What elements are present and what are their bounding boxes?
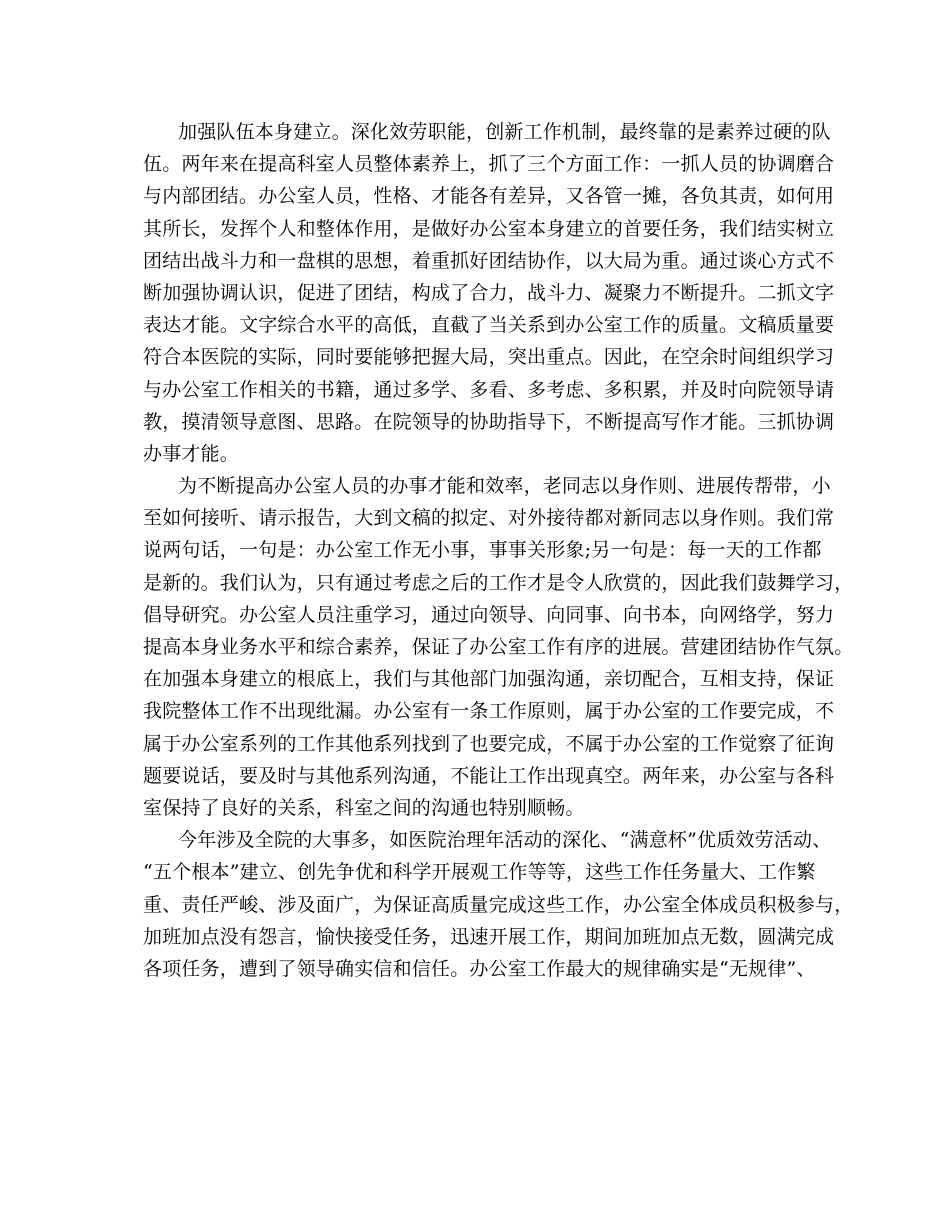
paragraph-3-line-2: “五个根本”建立、创先争优和科学开展观工作等等，这些工作任务量大、工作繁 [143,861,816,884]
paragraph-2-line-6: 提高本身业务水平和综合素养，保证了办公室工作有序的进展。营建团结协作气氛。 [143,636,854,658]
paragraph-2-line-11: 室保持了良好的关系，科室之间的沟通也特别顺畅。 [143,796,585,819]
paragraph-2-line-5: 倡导研究。办公室人员注重学习，通过向领导、向同事、向书本，向网络学，努力 [143,603,835,626]
document-body [143,116,854,985]
paragraph-2-line-9: 属于办公室系列的工作其他系列找到了也要完成，不属于办公室的工作觉察了征询 [143,732,835,755]
paragraph-1-line-9: 与办公室工作相关的书籍，通过多学、多看、多考虑、多积累，并及时向院领导请 [143,378,835,401]
paragraph-2-line-8: 我院整体工作不出现纰漏。办公室有一条工作原则，属于办公室的工作要完成，不 [143,700,835,723]
paragraph-2-line-10: 题要说话，要及时与其他系列沟通，不能让工作出现真空。两年来，办公室与各科 [143,764,835,787]
paragraph-1-line-7: 表达才能。文字综合水平的高低，直截了当关系到办公室工作的质量。文稿质量要 [143,314,835,337]
paragraph-1-line-2: 伍。两年来在提高科室人员整体素养上，抓了三个方面工作：一抓人员的协调磨合 [143,153,835,176]
paragraph-3-line-5: 各项任务，遭到了领导确实信和信任。办公室工作最大的规律确实是“无规律”、 [143,957,816,980]
paragraph-1-line-6: 断加强协调认识，促进了团结，构成了合力，战斗力、凝聚力不断提升。二抓文字 [143,281,835,304]
paragraph-2-line-7: 在加强本身建立的根底上，我们与其他部门加强沟通，亲切配合，互相支持，保证 [143,668,835,691]
paragraph-2-line-3: 说两句话，一句是：办公室工作无小事，事事关形象;另一句是：每一天的工作都 [143,539,822,562]
paragraph-1-line-11: 办事才能。 [143,442,240,465]
paragraph-3-line-1: 今年涉及全院的大事多，如医院治理年活动的深化、“满意杯”优质效劳活动、 [178,829,832,852]
paragraph-1-line-1: 加强队伍本身建立。深化效劳职能，创新工作机制，最终靠的是素养过硬的队 [178,121,831,143]
paragraph-1-line-10: 教，摸清领导意图、思路。在院领导的协助指导下，不断提高写作才能。三抓协调 [143,410,835,433]
paragraph-1-line-5: 团结出战斗力和一盘棋的思想，着重抓好团结协作，以大局为重。通过谈心方式不 [143,249,835,272]
paragraph-1-line-3: 与内部团结。办公室人员，性格、才能各有差异，又各管一摊，各负其责，如何用 [143,185,835,208]
paragraph-3-line-3: 重、责任严峻、涉及面广，为保证高质量完成这些工作，办公室全体成员积极参与， [143,893,854,916]
paragraph-2-line-1: 为不断提高办公室人员的办事才能和效率，老同志以身作则、进展传帮带，小 [178,475,831,498]
paragraph-3-line-4: 加班加点没有怨言，愉快接受任务，迅速开展工作，期间加班加点无数，圆满完成 [143,925,835,948]
paragraph-2-line-4: 是新的。我们认为，只有通过考虑之后的工作才是令人欣赏的，因此我们鼓舞学习， [143,571,854,594]
paragraph-1-line-4: 其所长，发挥个人和整体作用，是做好办公室本身建立的首要任务，我们结实树立 [143,217,835,240]
paragraph-1-line-8: 符合本医院的实际，同时要能够把握大局，突出重点。因此，在空余时间组织学习 [143,346,835,369]
paragraph-2-line-2: 至如何接听、请示报告，大到文稿的拟定、对外接待都对新同志以身作则。我们常 [143,507,835,530]
